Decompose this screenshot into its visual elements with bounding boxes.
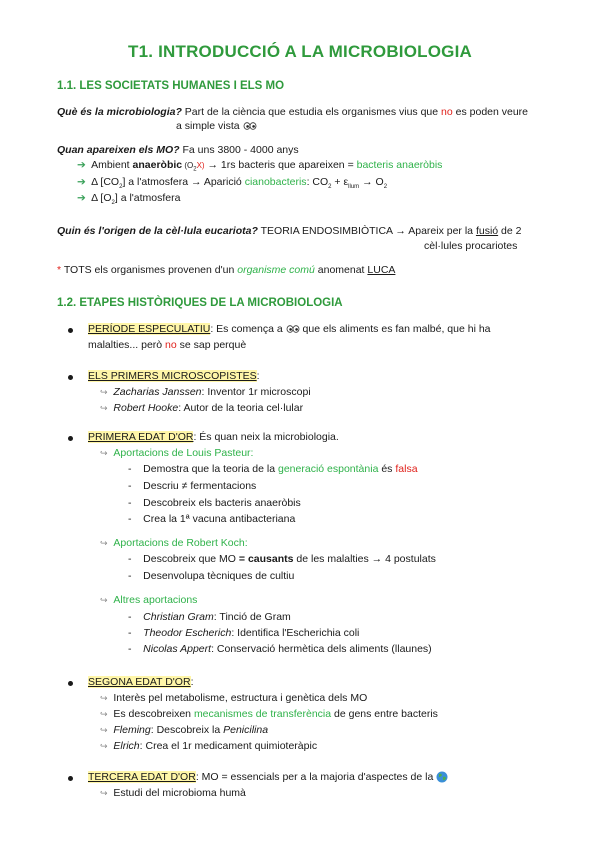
sub-arrow-icon: ↪ [100, 693, 108, 703]
b3-line [77, 192, 180, 210]
p1-c: malalties... però [88, 339, 166, 351]
p1-d: se sap perquè [176, 339, 247, 351]
altres-1-name: Christian Gram [143, 611, 214, 623]
pasteur-i1c: és [378, 463, 396, 475]
p4-colon: : [190, 676, 194, 688]
p2-item-1-text: : Inventor 1r microscopi [201, 386, 311, 398]
p5-text: : MO = essencials per a la majoria d'aspectes de la [195, 771, 437, 783]
p5-label: TERCERA EDAT D'OR [88, 771, 196, 783]
sub-arrow-icon: ↪ [100, 595, 108, 605]
q1-line [57, 106, 528, 119]
globe-icon [436, 771, 448, 783]
b2-e: : CO [306, 176, 329, 188]
b1-line [77, 159, 442, 177]
p4-item-4 [100, 740, 317, 753]
b3-b: 2 [111, 200, 115, 207]
altres-1-text: : Tinció de Gram [213, 611, 291, 623]
koch-item-2: - Desenvolupa tècniques de cultiu [128, 570, 295, 582]
sub-arrow-icon: ↪ [100, 725, 108, 735]
p1-b: que els aliments es fan malbé, que hi ha [299, 323, 491, 335]
p4-i2a: Es descobreixen [113, 708, 194, 720]
koch-i2: Desenvolupa tècniques de cultiu [143, 570, 295, 582]
koch-item-1: - Descobreix que MO = causants de les malalties → 4 postulats [128, 553, 436, 565]
sub-arrow-icon: ↪ [100, 403, 108, 413]
b1-g: bacteris anaeròbis [356, 159, 443, 171]
b2-a: Δ [CO [91, 176, 120, 188]
p2-item-2-name: Robert Hooke [113, 402, 179, 414]
p1-line-2 [88, 339, 246, 352]
q1-question: Què és la microbiologia? [57, 106, 182, 118]
page-title: T1. INTRODUCCIÓ A LA MICROBIOLOGIA [128, 42, 472, 61]
note-c: anomenat [314, 264, 368, 276]
b1-d: 2 [193, 166, 197, 173]
b2-h: llum [348, 184, 360, 191]
p2-colon: : [256, 370, 260, 382]
altres-item-3: - Nicolas Appert: Conservació hermètica dels aliments (llaunes) [128, 643, 432, 655]
altres-3-name: Nicolas Appert [143, 643, 212, 655]
bullet-dot [68, 681, 73, 686]
pasteur-i4: Crea la 1ª vacuna antibacteriana [143, 513, 296, 525]
pasteur-item-1: - Demostra que la teoria de la generació espontània és falsa [128, 463, 418, 475]
section-2-heading: 1.2. ETAPES HISTÒRIQUES DE LA MICROBIOLOGIA [57, 297, 343, 309]
p4-i2b: mecanismes de transferència [193, 708, 332, 720]
p4-i3b: : Descobreix la [150, 724, 224, 736]
q1-answer-c: a simple vista [176, 120, 240, 132]
pasteur-item-4: - Crea la 1ª vacuna antibacteriana [128, 513, 296, 525]
p4-item-2 [100, 708, 438, 721]
altres-3-text: : Conservació hermètica dels aliments (llaunes) [211, 643, 432, 655]
b2-c: ] a l'atmosfera → Aparició [122, 176, 245, 188]
note-luca: LUCA [367, 264, 396, 276]
eyes-icon [286, 325, 300, 333]
q2-answer: Fa uns 3800 - 4000 anys [179, 144, 299, 156]
b2-b: 2 [119, 184, 123, 191]
bullet-arrow-icon: ➔ [77, 176, 86, 188]
note-b: organisme comú [237, 264, 315, 276]
sub-arrow-icon: ↪ [100, 788, 108, 798]
pasteur-item-3: - Descobreix els bacteris anaeròbis [128, 497, 301, 509]
pasteur-heading [100, 447, 253, 460]
p4-i4b: : Crea el 1r medicament quimioteràpic [139, 740, 318, 752]
q1-line-2 [176, 120, 257, 133]
p2-line [88, 370, 260, 383]
bullet-arrow-icon: ➔ [77, 192, 86, 204]
bullet-dot [68, 436, 73, 441]
b2-g: + ε [331, 176, 349, 188]
koch-i1c: de les malalties → 4 postulats [293, 553, 436, 565]
q3-answer-a: TEORIA ENDOSIMBIÒTICA → Apareix per la [257, 225, 476, 237]
koch-heading [100, 537, 248, 550]
p4-i1: Interès pel metabolisme, estructura i genètica dels MO [113, 692, 368, 704]
luca-note [57, 264, 395, 277]
q3-question: Quin és l'origen de la cèl·lula eucariota? [57, 225, 258, 237]
p4-i2c: de gens entre bacteris [331, 708, 438, 720]
q2-line [57, 144, 299, 157]
b2-f: 2 [328, 184, 332, 191]
altres-heading [100, 594, 197, 607]
b2-d: cianobacteris [244, 176, 307, 188]
p4-i4a: Elrich [113, 740, 140, 752]
p1-a: : Es comença a [210, 323, 286, 335]
pasteur-i1b: generació espontània [278, 463, 379, 475]
b1-f: → 1rs bacteris que apareixen = [204, 159, 357, 171]
altres-item-1: - Christian Gram: Tinció de Gram [128, 611, 291, 623]
p3-text: : És quan neix la microbiologia. [193, 431, 339, 443]
koch-i1b: = causants [238, 553, 294, 565]
b3-a: Δ [O [91, 192, 112, 204]
pasteur-i2: Descriu ≠ fermentacions [143, 480, 257, 492]
p2-label: ELS PRIMERS MICROSCOPISTES [88, 370, 257, 382]
q3-answer-b: de 2 [498, 225, 522, 237]
b3-c: ] a l'atmosfera [114, 192, 181, 204]
p4-i3c: Penicilina [223, 724, 269, 736]
bullet-dot [68, 375, 73, 380]
sub-arrow-icon: ↪ [100, 709, 108, 719]
p4-line [88, 676, 193, 689]
pasteur-i3: Descobreix els bacteris anaeròbis [143, 497, 301, 509]
b2-j: 2 [383, 184, 388, 191]
p2-item-1-name: Zacharias Janssen [113, 386, 202, 398]
sub-arrow-icon: ↪ [100, 448, 108, 458]
q1-no: no [441, 106, 453, 118]
pasteur-label: Aportacions de Louis Pasteur: [113, 447, 254, 459]
koch-i1a: Descobreix que MO [143, 553, 239, 565]
b1-e: X) [196, 161, 205, 170]
eyes-icon [243, 122, 257, 130]
p1-no: no [165, 339, 177, 351]
p4-item-1 [100, 692, 367, 705]
pasteur-i1a: Demostra que la teoria de la [143, 463, 278, 475]
altres-2-name: Theodor Escherich [143, 627, 232, 639]
q1-answer-b: es poden veure [452, 106, 529, 118]
sub-arrow-icon: ↪ [100, 538, 108, 548]
altres-label: Altres aportacions [113, 594, 198, 606]
q3-fusio: fusió [475, 225, 499, 237]
p2-item-1 [100, 386, 311, 399]
p1-line [88, 323, 491, 336]
p5-item-1 [100, 787, 246, 800]
note-a: TOTS els organismes provenen d'un [61, 264, 238, 276]
q1-answer: Part de la ciència que estudia els organismes vius que [181, 106, 442, 118]
p4-label: SEGONA EDAT D'OR [88, 676, 191, 688]
sub-arrow-icon: ↪ [100, 387, 108, 397]
altres-2-text: : Identifica l'Escherichia coli [231, 627, 360, 639]
bullet-dot [68, 776, 73, 781]
note-star: * [57, 264, 62, 276]
section-1-heading: 1.1. LES SOCIETATS HUMANES I ELS MO [57, 80, 285, 92]
pasteur-item-2: - Descriu ≠ fermentacions [128, 480, 257, 492]
b2-i: → O [359, 176, 384, 188]
b1-a: Ambient [91, 159, 133, 171]
p2-item-2 [100, 402, 303, 415]
bullet-dot [68, 328, 73, 333]
q2-question: Quan apareixen els MO? [57, 144, 180, 156]
b1-o2 [182, 161, 205, 173]
p4-item-3 [100, 724, 268, 737]
altres-item-2: - Theodor Escherich: Identifica l'Escherichia coli [128, 627, 360, 639]
q3-line-2 [424, 240, 517, 253]
b1-c: (O [182, 161, 194, 170]
p4-i3a: Fleming [113, 724, 151, 736]
bullet-arrow-icon: ➔ [77, 159, 86, 171]
p3-line [88, 431, 339, 444]
p5-i1: Estudi del microbioma humà [113, 787, 246, 799]
koch-label: Aportacions de Robert Koch: [113, 537, 248, 549]
p5-line [88, 771, 448, 784]
p2-item-2-text: : Autor de la teoria cel·lular [178, 402, 304, 414]
q3-answer-c: cèl·lules procariotes [424, 240, 518, 252]
pasteur-i1d: falsa [395, 463, 418, 475]
p1-label: PERÍODE ESPECULATIU [88, 323, 211, 335]
q3-line [57, 225, 521, 238]
p3-label: PRIMERA EDAT D'OR [88, 431, 194, 443]
b1-b: anaeròbic [132, 159, 183, 171]
sub-arrow-icon: ↪ [100, 741, 108, 751]
